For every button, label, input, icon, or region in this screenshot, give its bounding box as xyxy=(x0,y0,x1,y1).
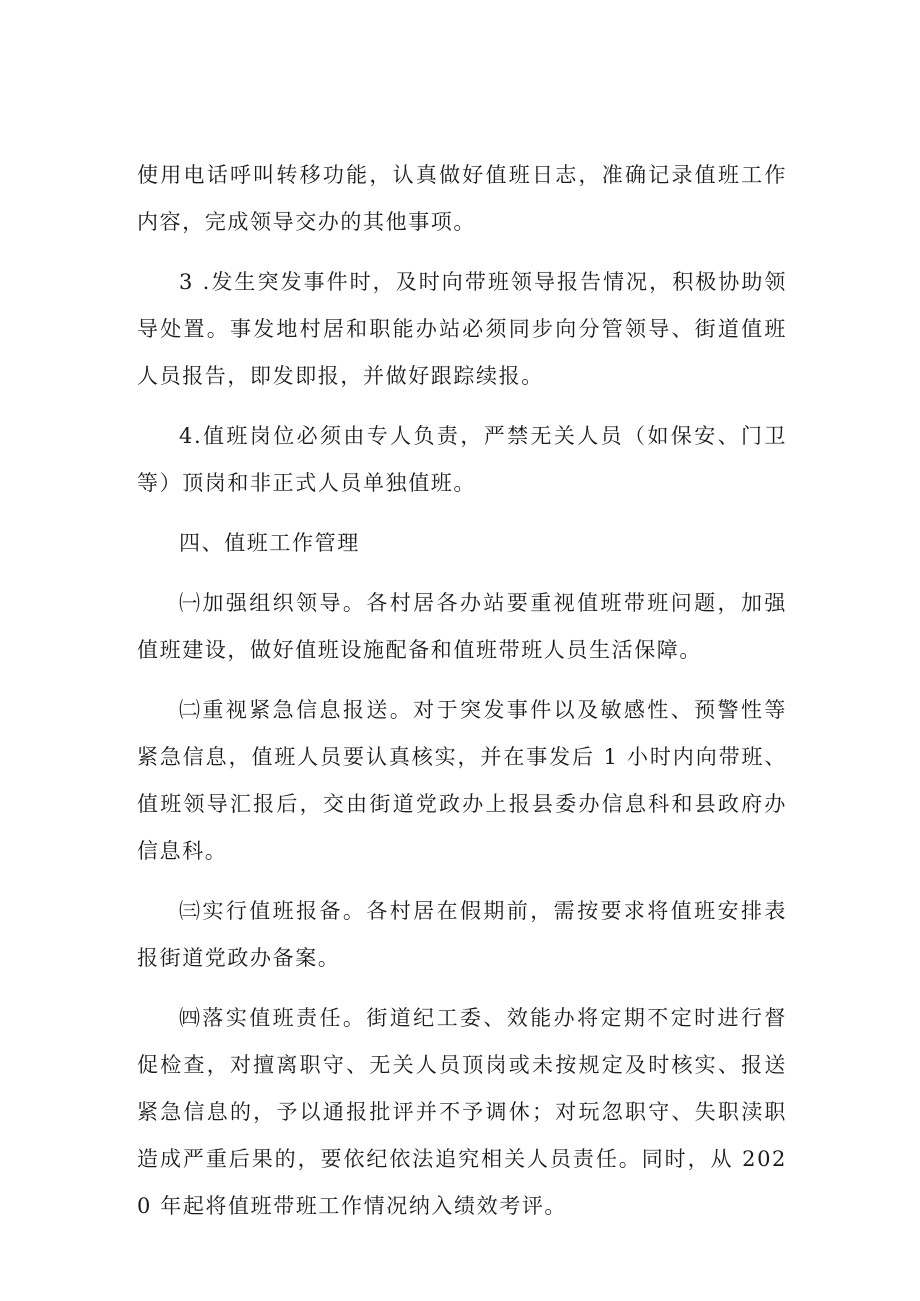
paragraph-item-4: 4.值班岗位必须由专人负责，严禁无关人员（如保安、门卫等）顶岗和非正式人员单独值班。 xyxy=(137,424,787,495)
paragraph-sub-1: ㈠加强组织领导。各村居各办站要重视值班带班问题，加强值班建设，做好值班设施配备和值班带班人员生活保障。 xyxy=(137,591,787,662)
section-heading: 四、值班工作管理 xyxy=(179,531,360,555)
paragraph-continuation: 使用电话呼叫转移功能，认真做好值班日志，准确记录值班工作内容，完成领导交办的其他事项。 xyxy=(137,163,787,234)
paragraph-sub-4: ㈣落实值班责任。街道纪工委、效能办将定期不定时进行督促检查，对擅离职守、无关人员顶岗或未按规定及时核实、报送紧急信息的，予以通报批评并不予调休；对玩忽职守、失职渎职造成严重后果的，要依纪依法追究相关人员责任。同时，从 2020 年起将值班带班工作情况纳入绩效考评。 xyxy=(137,1006,787,1218)
paragraph-sub-3: ㈢实行值班报备。各村居在假期前，需按要求将值班安排表报街道党政办备案。 xyxy=(137,899,787,970)
paragraph-sub-2: ㈡重视紧急信息报送。对于突发事件以及敏感性、预警性等紧急信息，值班人员要认真核实，并在事发后 1 小时内向带班、值班领导汇报后，交由街道党政办上报县委办信息科和县政府办信息科。 xyxy=(137,698,787,863)
document-page xyxy=(137,152,787,1243)
paragraph-item-3: 3 .发生突发事件时，及时向带班领导报告情况，积极协助领导处置。事发地村居和职能办站必须同步向分管领导、街道值班人员报告，即发即报，并做好跟踪续报。 xyxy=(137,270,787,388)
